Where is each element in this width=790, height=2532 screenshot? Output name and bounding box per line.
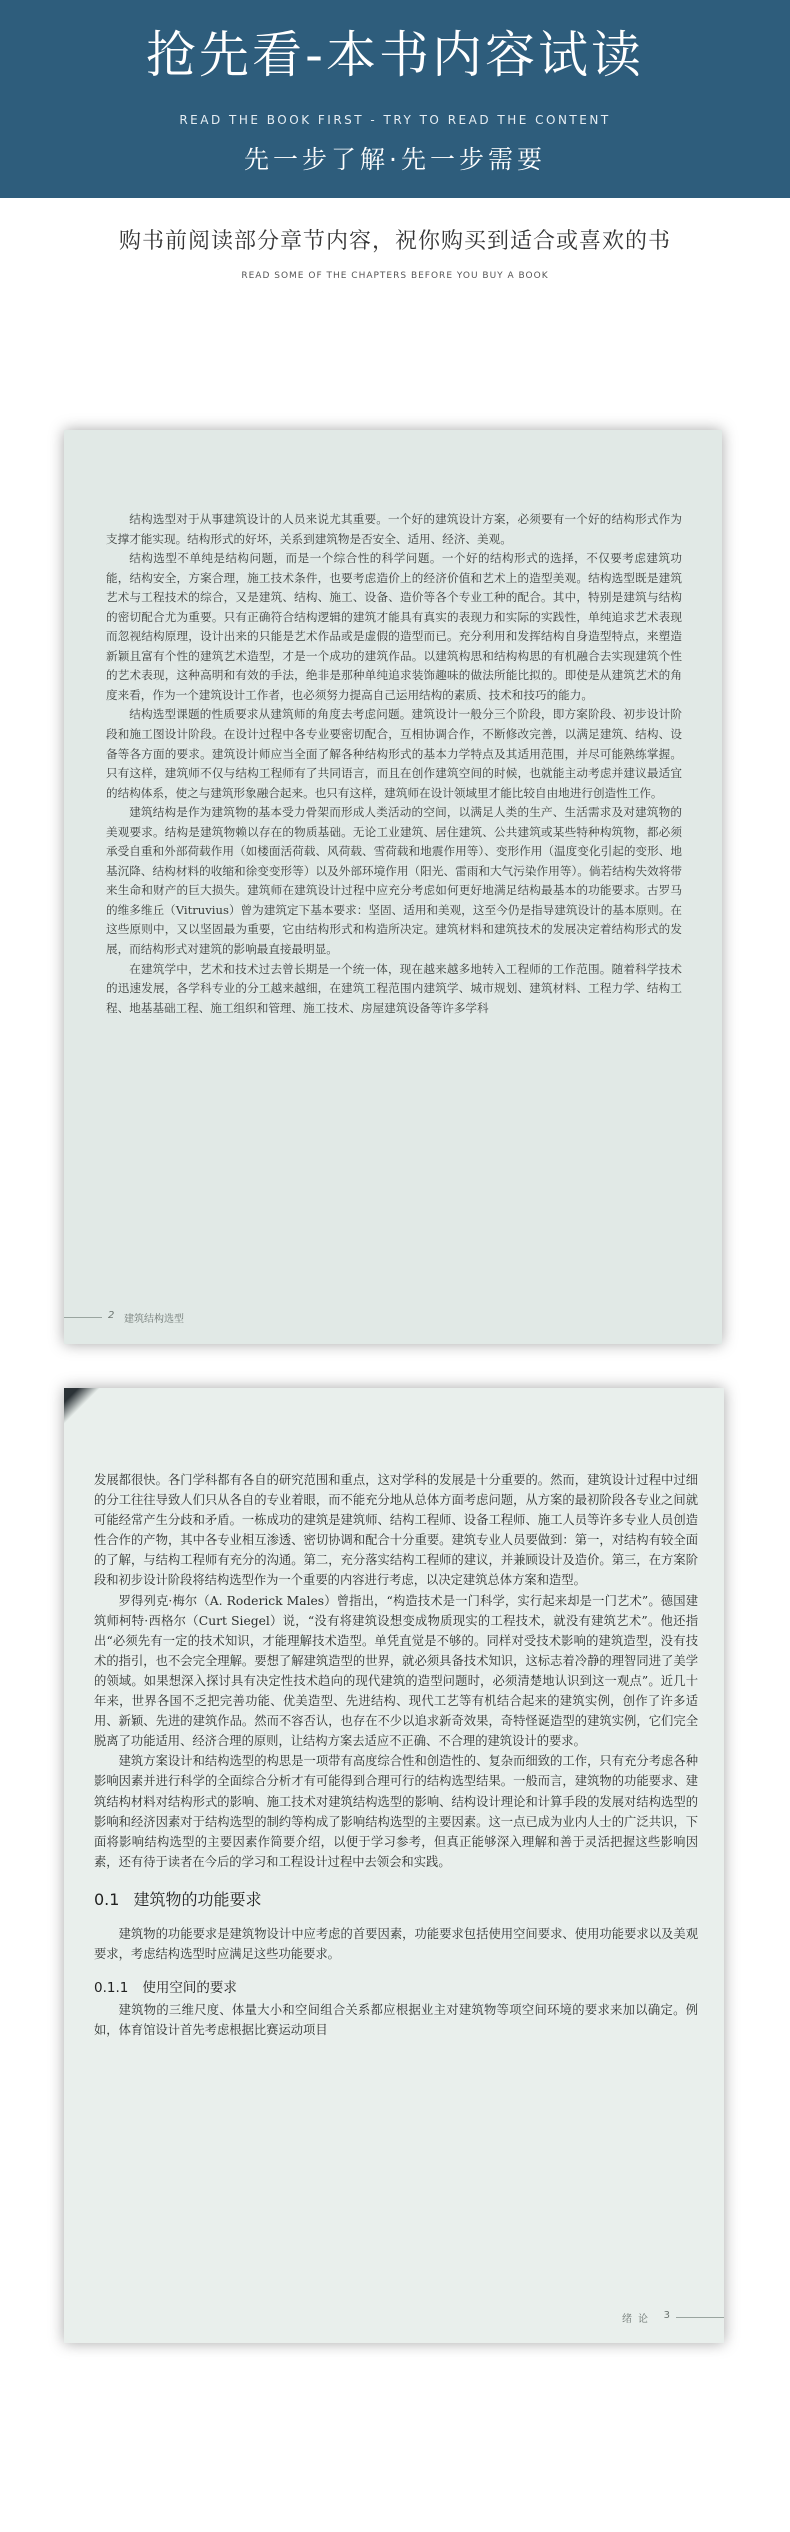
paragraph: 建筑结构是作为建筑物的基本受力骨架而形成人类活动的空间，以满足人类的生产、生活需求及对建筑物的美观要求。结构是建筑物赖以存在的物质基础。无论工业建筑、居住建筑、公共建筑或某些特种构筑物，都必须承受自重和外部荷载作用（如楼面活荷载、风荷载、雪荷载和地震作用等）、变形作用（温度变化引起的变形、地基沉降、结构材料的收缩和徐变变形等）以及外部环境作用（阳光、雷雨和大气污染作用等）。倘若结构失效将带来生命和财产的巨大损失。建筑师在建筑设计过程中应充分考虑如何更好地满足结构最基本的功能要求。古罗马的维多维丘（Vitruvius）曾为建筑定下基本要求：坚固、适用和美观，这至今仍是指导建筑设计的基本原则。在这些原则中，又以坚固最为重要，它由结构形式和构造所决定。建筑材料和建筑技术的发展决定着结构形式的发展，而结构形式对建筑的影响最直接最明显。 (106, 805, 682, 957)
intro-text-en: READ SOME OF THE CHAPTERS BEFORE YOU BUY A BOOK (241, 271, 549, 281)
intro-text: 购书前阅读部分章节内容，祝你购买到适合或喜欢的书 (118, 229, 671, 254)
section-number: 0.1 (94, 1889, 120, 1909)
banner-slogan: 先一步了解·先一步需要 (244, 145, 546, 174)
running-footer-title: 建筑结构选型 (124, 1314, 184, 1325)
banner-subtitle-en: READ THE BOOK FIRST - TRY TO READ THE CONTENT (179, 113, 611, 127)
paragraph: 结构选型课题的性质要求从建筑师的角度去考虑问题。建筑设计一般分三个阶段，即方案阶段、初步设计阶段和施工图设计阶段。在设计过程中各专业要密切配合，互相协调合作，不断修改完善，以满足建筑、结构、设备等各方面的要求。建筑设计师应当全面了解各种结构形式的基本力学特点及其适用范围，并尽可能熟练掌握。只有这样，建筑师不仅与结构工程师有了共同语言，而且在创作建筑空间的时候，也就能主动考虑并建议最适宜的结构体系，使之与建筑形象融合起来。也只有这样，建筑师在设计领域里才能比较自由地进行创造性工作。 (106, 707, 682, 800)
header-banner (0, 0, 790, 198)
page-text (106, 510, 682, 1018)
running-footer-title: 绪论 (622, 2314, 654, 2325)
section-heading (94, 1890, 698, 1910)
paragraph: 发展都很快。各门学科都有各自的研究范围和重点，这对学科的发展是十分重要的。然而，建筑设计过程中过细的分工往往导致人们只从各自的专业着眼，而不能充分地从总体方面考虑问题，从方案的最初阶段各专业之间就可能经常产生分歧和矛盾。一栋成功的建筑是建筑师、结构工程师、设备工程师、施工人员等许多专业人员创造性合作的产物，其中各专业相互渗透、密切协调和配合十分重要。建筑专业人员要做到：第一，对结构有较全面的了解，与结构工程师有充分的沟通。第二，充分落实结构工程师的建议，并兼顾设计及造价。第三，在方案阶段和初步设计阶段将结构选型作为一个重要的内容进行考虑，以决定建筑总体方案和造型。 (94, 1473, 698, 1588)
banner-title: 抢先看-本书内容试读 (145, 26, 645, 84)
page-number: 3 (663, 2310, 670, 2321)
section-title: 建筑物的功能要求 (133, 1889, 262, 1909)
footer-rule (676, 2317, 724, 2318)
book-page-right (64, 1388, 724, 2343)
book-page-left (64, 430, 722, 1344)
page-text (94, 1470, 698, 2040)
page-number: 2 (108, 1310, 115, 1321)
paragraph: 建筑方案设计和结构选型的构思是一项带有高度综合性和创造性的、复杂而细致的工作，只有充分考虑各种影响因素并进行科学的全面综合分析才有可能得到合理可行的结构选型结果。一般而言，建筑物的功能要求、建筑结构材料对结构形式的影响、施工技术对建筑结构选型的影响、结构设计理论和计算手段的发展对结构选型的影响和经济因素对于结构选型的制约等构成了影响结构选型的主要因素。这一点已成为业内人士的广泛共识，下面将影响结构选型的主要因素作简要介绍，以便于学习参考，但真正能够深入理解和善于灵活把握这些影响因素，还有待于读者在今后的学习和工程设计过程中去领会和实践。 (94, 1754, 698, 1869)
paragraph: 罗得列克·梅尔（A. Roderick Males）曾指出，“构造技术是一门科学，实行起来却是一门艺术”。德国建筑师柯特·西格尔（Curt Siegel）说，“没有将建筑设想变成物质现实的工程技术，就没有建筑艺术”。他还指出“必须先有一定的技术知识，才能理解技术造型。单凭直觉是不够的。同样对受技术影响的建筑造型，没有技术的指引，也不会完全理解。要想了解建筑造型的世界，就必须具备技术知识，这标志着冷静的理智同进了美学的领域。如果想深入探讨具有决定性技术趋向的现代建筑的造型问题时，必须清楚地认识到这一观点”。近几十年来，世界各国不乏把完善功能、优美造型、先进结构、现代工艺等有机结合起来的建筑实例，创作了许多适用、新颖、先进的建筑作品。然而不容否认，也存在不少以追求新奇效果，奇特怪诞造型的建筑实例，它们完全脱离了功能适用、经济合理的原则，让结构方案去适应不正确、不合理的建筑设计的要求。 (94, 1593, 698, 1749)
paragraph: 结构选型不单纯是结构问题，而是一个综合性的科学问题。一个好的结构形式的选择，不仅要考虑建筑功能，结构安全，方案合理，施工技术条件，也要考虑造价上的经济价值和艺术上的造型美观。结构选型既是建筑艺术与工程技术的综合，又是建筑、结构、施工、设备、造价等各个专业工种的配合。其中，特别是建筑与结构的密切配合尤为重要。只有正确符合结构逻辑的建筑才能具有真实的表现力和实际的实践性，单纯追求艺术表现而忽视结构原理，设计出来的只能是艺术作品或是虚假的造型而已。充分利用和发挥结构自身造型特点，来塑造新颖且富有个性的建筑艺术造型，才是一个成功的建筑作品。以建筑构思和结构构思的有机融合去实现建筑个性的艺术表现，这种高明和有效的手法，绝非是那种单纯追求装饰趣味的做法所能比拟的。即使是从建筑艺术的角度来看，作为一个建筑设计工作者，也必须努力提高自己运用结构的素质、技术和技巧的能力。 (106, 551, 682, 702)
paragraph: 结构选型对于从事建筑设计的人员来说尤其重要。一个好的建筑设计方案，必须要有一个好的结构形式作为支撑才能实现。结构形式的好坏，关系到建筑物是否安全、适用、经济、美观。 (106, 512, 682, 546)
subsection-title: 使用空间的要求 (142, 1980, 237, 1997)
paragraph: 在建筑学中，艺术和技术过去曾长期是一个统一体，现在越来越多地转入工程师的工作范围。随着科学技术的迅速发展，各学科专业的分工越来越细，在建筑工程范围内建筑学、城市规划、建筑材料、工程力学、结构工程、地基基础工程、施工组织和管理、施工技术、房屋建筑设备等许多学科 (106, 961, 682, 1015)
page-corner-shadow (64, 1388, 104, 1428)
subsection-heading (94, 1978, 698, 1998)
paragraph: 建筑物的三维尺度、体量大小和空间组合关系都应根据业主对建筑物等项空间环境的要求来加以确定。例如，体育馆设计首先考虑根据比赛运动项目 (94, 2003, 698, 2038)
page-footer (64, 1310, 264, 1324)
subsection-number: 0.1.1 (94, 1980, 129, 1997)
paragraph: 建筑物的功能要求是建筑物设计中应考虑的首要因素，功能要求包括使用空间要求、使用功能要求以及美观要求，考虑结构选型时应满足这些功能要求。 (94, 1926, 698, 1962)
page-footer (504, 2310, 724, 2324)
footer-rule (64, 1317, 102, 1318)
